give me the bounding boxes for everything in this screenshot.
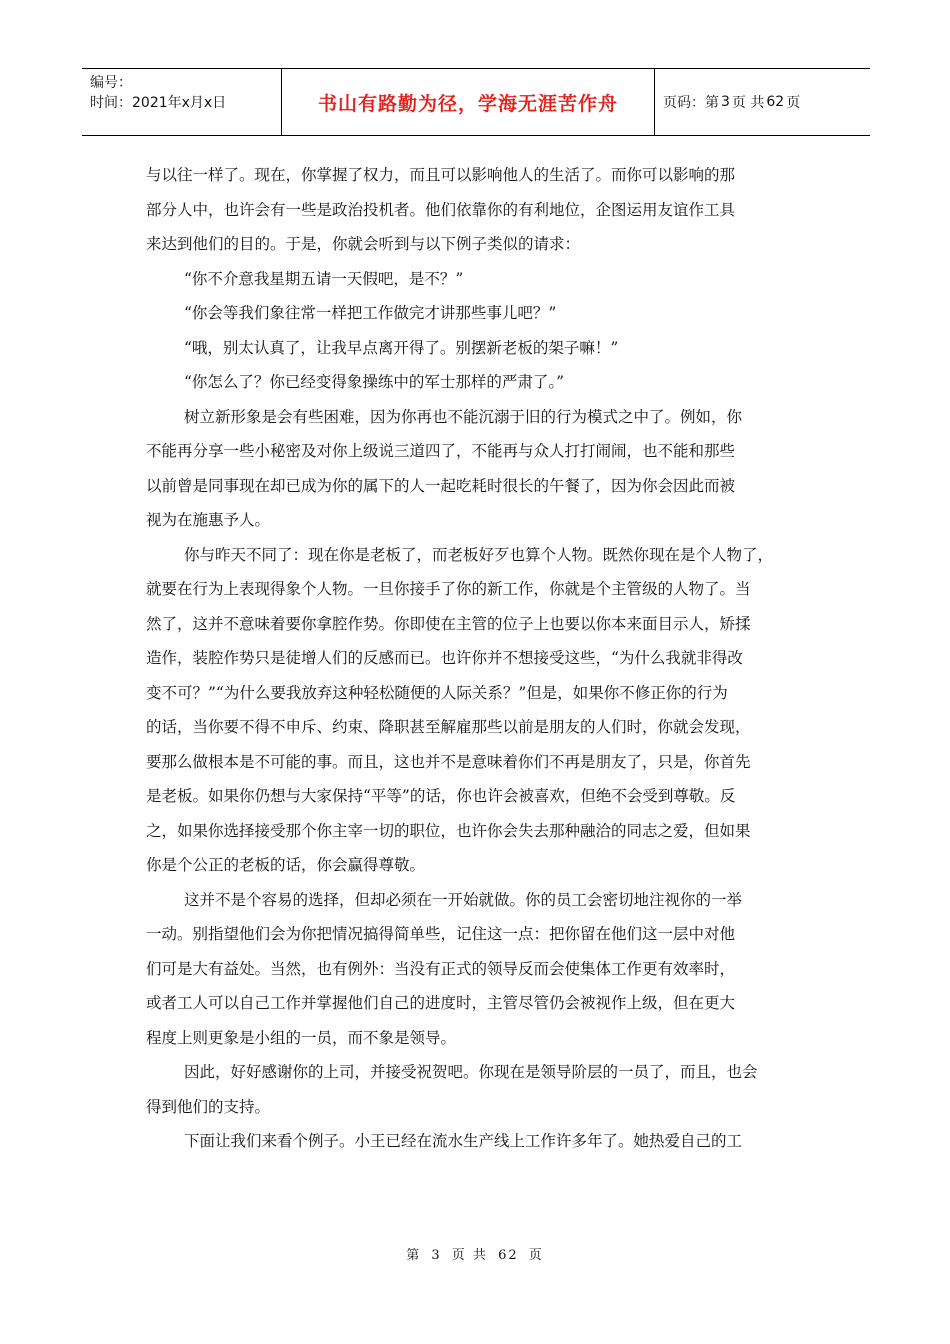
header-page-suffix: 页 — [786, 95, 801, 111]
text-line: 你是个公正的老板的话，你会赢得尊敬。 — [146, 856, 426, 874]
paragraph — [146, 1124, 806, 1159]
text-line: 变不可？”“为什么要我放弃这种轻松随便的人际关系？”但是，如果你不修正你的行为 — [146, 683, 728, 702]
header-meta — [82, 69, 282, 135]
text-line: 与以往一样了。现在，你掌握了权力，而且可以影响他人的生活了。而你可以影响的那 — [146, 166, 736, 184]
header-page-prefix: 页码：第 — [663, 95, 719, 111]
text-line: 视为在施惠予人。 — [146, 511, 271, 529]
text-line: 就要在行为上表现得象个人物。一旦你接手了你的新工作，你就是个主管级的人物了。当 — [146, 580, 751, 598]
paragraph — [146, 262, 806, 297]
footer-page-current: 3 — [431, 1248, 442, 1263]
footer-mid: 页 共 — [451, 1248, 488, 1263]
text-line: 一动。别指望他们会为你把情况搞得简单些，记住这一点：把你留在他们这一层中对他 — [146, 925, 736, 943]
text-line: “你会等我们象往常一样把工作做完才讲那些事儿吧？” — [184, 304, 557, 322]
header-slogan-cell — [282, 69, 655, 135]
text-line: 因此，好好感谢你的上司，并接受祝贺吧。你现在是领导阶层的一员了，而且，也会 — [184, 1063, 758, 1081]
text-line: 来达到他们的目的。于是，你就会听到与以下例子类似的请求： — [146, 235, 581, 253]
text-line: 程度上则更象是小组的一员，而不象是领导。 — [146, 1028, 457, 1047]
text-line: “哦，别太认真了，让我早点离开得了。别摆新老板的架子嘛！” — [184, 338, 619, 357]
paragraph — [146, 1055, 806, 1124]
text-line: 们可是大有益处。当然，也有例外：当没有正式的领导反而会使集体工作更有效率时， — [146, 959, 736, 978]
text-line: 或者工人可以自己工作并掌握他们自己的进度时，主管尽管仍会被视作上级，但在更大 — [146, 994, 736, 1012]
footer-prefix: 第 — [406, 1248, 422, 1263]
text-line: 是老板。如果你仍想与大家保持“平等”的话，你也许会被喜欢，但绝不会受到尊敬。反 — [146, 787, 736, 805]
text-line: 造作，装腔作势只是徒增人们的反感而已。也许你并不想接受这些，“为什么我就非得改 — [146, 649, 743, 667]
text-line: 之，如果你选择接受那个你主宰一切的职位，也许你会失去那种融洽的同志之爱，但如果 — [146, 821, 751, 840]
text-line: 然了，这并不意味着要你拿腔作势。你即使在主管的位子上也要以你本来面目示人，矫揉 — [146, 614, 751, 633]
text-line: 的话，当你要不得不申斥、约束、降职甚至解雇那些以前是朋友的人们时，你就会发现， — [146, 718, 751, 736]
footer-page-total: 62 — [498, 1248, 519, 1263]
header-page-number — [655, 69, 870, 135]
footer-suffix: 页 — [528, 1248, 544, 1263]
text-line: “你怎么了？你已经变得象操练中的军士那样的严肃了。” — [184, 373, 565, 391]
document-date: 时间：2021年x月x日 — [90, 95, 227, 111]
text-line: 下面让我们来看个例子。小王已经在流水生产线上工作许多年了。她热爱自己的工 — [184, 1132, 743, 1150]
paragraph — [146, 883, 806, 1056]
paragraph — [146, 538, 806, 883]
text-line: 你与昨天不同了：现在你是老板了，而老板好歹也算个人物。既然你现在是个人物了， — [184, 545, 774, 564]
text-line: 不能再分享一些小秘密及对你上级说三道四了，不能再与众人打打闹闹，也不能和那些 — [146, 442, 736, 460]
document-body — [146, 158, 806, 1159]
paragraph — [146, 296, 806, 331]
paragraph — [146, 331, 806, 366]
paragraph — [146, 365, 806, 400]
text-line: 树立新形象是会有些困难，因为你再也不能沉溺于旧的行为模式之中了。例如，你 — [184, 407, 743, 426]
header-slogan: 书山有路勤为径，学海无涯苦作舟 — [317, 92, 618, 115]
document-number-label: 编号： — [90, 75, 132, 91]
header-page-current: 3 — [721, 94, 730, 110]
text-line: “你不介意我星期五请一天假吧，是不？” — [184, 269, 464, 288]
text-line: 要那么做根本是不可能的事。而且，这也并不是意味着你们不再是朋友了，只是，你首先 — [146, 752, 751, 771]
header-page-total: 62 — [766, 94, 785, 110]
text-line: 以前曾是同事现在却已成为你的属下的人一起吃耗时很长的午餐了，因为你会因此而被 — [146, 476, 736, 495]
text-line: 这并不是个容易的选择，但却必须在一开始就做。你的员工会密切地注视你的一举 — [184, 890, 743, 909]
text-line: 得到他们的支持。 — [146, 1097, 271, 1116]
paragraph — [146, 158, 806, 262]
paragraph — [146, 400, 806, 538]
header-page-mid: 页 共 — [731, 95, 765, 111]
page-header — [82, 68, 870, 136]
page-footer — [0, 1244, 950, 1263]
text-line: 部分人中，也许会有一些是政治投机者。他们依靠你的有利地位，企图运用友谊作工具 — [146, 200, 736, 219]
